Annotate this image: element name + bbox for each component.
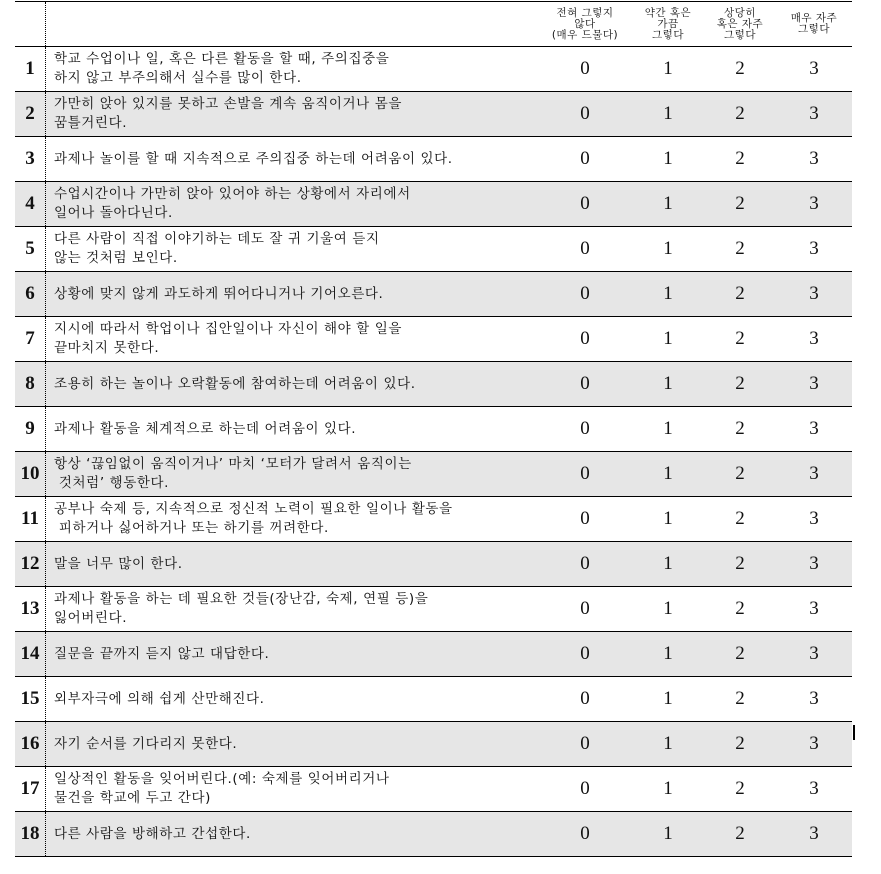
- score-option-3[interactable]: 3: [776, 137, 852, 182]
- item-number: 16: [15, 722, 46, 767]
- header-text: 가끔: [657, 17, 679, 30]
- score-option-2[interactable]: 2: [704, 542, 776, 587]
- score-option-0[interactable]: 0: [538, 497, 632, 542]
- score-option-1[interactable]: 1: [632, 722, 704, 767]
- score-option-3[interactable]: 3: [776, 92, 852, 137]
- item-number: 8: [15, 362, 46, 407]
- score-option-0[interactable]: 0: [538, 182, 632, 227]
- score-option-0[interactable]: 0: [538, 317, 632, 362]
- header-text: 상당히: [724, 6, 756, 19]
- item-text: [46, 47, 539, 92]
- header-text: 매우 자주: [790, 12, 838, 24]
- table-row: [15, 812, 852, 857]
- score-option-3[interactable]: 3: [776, 812, 852, 857]
- score-option-2[interactable]: 2: [704, 632, 776, 677]
- item-text-line: 가만히 앉아 있지를 못하고 손발을 계속 움직이거나 몸을: [54, 96, 402, 112]
- score-option-3[interactable]: 3: [776, 767, 852, 812]
- header-num-cell: [15, 2, 46, 47]
- header-text: 약간 혹은: [644, 6, 692, 19]
- item-number: 2: [15, 92, 46, 137]
- item-text: [46, 452, 539, 497]
- score-option-1[interactable]: 1: [632, 632, 704, 677]
- item-text: [46, 542, 539, 587]
- score-option-2[interactable]: 2: [704, 182, 776, 227]
- score-option-2[interactable]: 2: [704, 317, 776, 362]
- table-row: [15, 47, 852, 92]
- item-text-line: 조용히 하는 놀이나 오락활동에 참여하는데 어려움이 있다.: [54, 375, 416, 392]
- header-text: (매우 드물다): [551, 28, 619, 41]
- header-item-cell: [46, 2, 539, 47]
- score-option-3[interactable]: 3: [776, 47, 852, 92]
- score-option-0[interactable]: 0: [538, 137, 632, 182]
- table-row: [15, 767, 852, 812]
- score-option-1[interactable]: 1: [632, 272, 704, 317]
- table-row: [15, 317, 852, 362]
- item-text: [46, 812, 539, 857]
- score-option-3[interactable]: 3: [776, 272, 852, 317]
- score-option-3[interactable]: 3: [776, 497, 852, 542]
- item-text: [46, 227, 539, 272]
- score-option-1[interactable]: 1: [632, 587, 704, 632]
- header-sometimes: [632, 2, 704, 47]
- header-text: 그렇다: [798, 23, 830, 35]
- table-row: [15, 137, 852, 182]
- score-option-0[interactable]: 0: [538, 47, 632, 92]
- item-text-line: 말을 너무 많이 한다.: [54, 555, 183, 572]
- score-option-2[interactable]: 2: [704, 272, 776, 317]
- score-option-1[interactable]: 1: [632, 452, 704, 497]
- score-option-1[interactable]: 1: [632, 137, 704, 182]
- table-row: [15, 407, 852, 452]
- item-number: 3: [15, 137, 46, 182]
- item-text: [46, 182, 539, 227]
- item-text: [46, 92, 539, 137]
- score-option-3[interactable]: 3: [776, 632, 852, 677]
- item-text: [46, 677, 539, 722]
- item-number: 14: [15, 632, 46, 677]
- table-row: [15, 542, 852, 587]
- score-option-2[interactable]: 2: [704, 452, 776, 497]
- table-row: [15, 272, 852, 317]
- item-text: [46, 137, 539, 182]
- item-text-line: 외부자극에 의해 쉽게 산만해진다.: [54, 690, 265, 707]
- score-option-1[interactable]: 1: [632, 767, 704, 812]
- table-row: [15, 182, 852, 227]
- score-option-0[interactable]: 0: [538, 587, 632, 632]
- score-option-0[interactable]: 0: [538, 632, 632, 677]
- item-number: 5: [15, 227, 46, 272]
- score-option-2[interactable]: 2: [704, 497, 776, 542]
- item-text: [46, 767, 539, 812]
- item-number: 4: [15, 182, 46, 227]
- score-option-0[interactable]: 0: [538, 272, 632, 317]
- item-text-line: 피하거나 싫어하거나 또는 하기를 꺼려한다.: [54, 520, 329, 536]
- item-text-line: 다른 사람을 방해하고 간섭한다.: [54, 825, 251, 842]
- score-option-0[interactable]: 0: [538, 92, 632, 137]
- item-text-line: 끝마치지 못한다.: [54, 340, 160, 356]
- item-text: [46, 407, 539, 452]
- item-text: [46, 722, 539, 767]
- header-text: 않다: [574, 17, 596, 30]
- score-option-2[interactable]: 2: [704, 587, 776, 632]
- item-text-line: 과제나 활동을 체계적으로 하는데 어려움이 있다.: [54, 420, 357, 437]
- score-option-3[interactable]: 3: [776, 182, 852, 227]
- score-option-2[interactable]: 2: [704, 407, 776, 452]
- score-option-3[interactable]: 3: [776, 407, 852, 452]
- table-row: [15, 722, 852, 767]
- score-option-2[interactable]: 2: [704, 677, 776, 722]
- item-text-line: 잃어버린다.: [54, 610, 128, 626]
- item-text: [46, 272, 539, 317]
- item-text: [46, 497, 539, 542]
- header-text: 혹은 자주: [716, 17, 764, 30]
- score-option-0[interactable]: 0: [538, 677, 632, 722]
- item-number: 7: [15, 317, 46, 362]
- text-cursor: [853, 725, 855, 740]
- table-row: [15, 227, 852, 272]
- table-row: [15, 632, 852, 677]
- item-number: 13: [15, 587, 46, 632]
- header-very-often: [776, 2, 852, 47]
- score-option-2[interactable]: 2: [704, 137, 776, 182]
- item-text-line: 하지 않고 부주의해서 실수를 많이 한다.: [54, 70, 302, 86]
- questionnaire-table: [15, 1, 852, 857]
- item-text-line: 수업시간이나 가만히 앉아 있어야 하는 상황에서 자리에서: [54, 186, 411, 202]
- table-row: [15, 497, 852, 542]
- item-text: [46, 317, 539, 362]
- item-text-line: 않는 것처럼 보인다.: [54, 250, 178, 266]
- score-option-1[interactable]: 1: [632, 47, 704, 92]
- score-option-0[interactable]: 0: [538, 452, 632, 497]
- score-option-0[interactable]: 0: [538, 767, 632, 812]
- score-option-2[interactable]: 2: [704, 227, 776, 272]
- item-text-line: 과제나 놀이를 할 때 지속적으로 주의집중 하는데 어려움이 있다.: [54, 150, 453, 167]
- score-option-1[interactable]: 1: [632, 677, 704, 722]
- item-text-line: 과제나 활동을 하는 데 필요한 것들(장난감, 숙제, 연필 등)을: [54, 591, 429, 607]
- item-text-line: 학교 수업이나 일, 혹은 다른 활동을 할 때, 주의집중을: [54, 51, 390, 67]
- item-text-line: 다른 사람이 직접 이야기하는 데도 잘 귀 기울여 듣지: [54, 231, 380, 247]
- score-option-1[interactable]: 1: [632, 182, 704, 227]
- score-option-0[interactable]: 0: [538, 407, 632, 452]
- item-text: [46, 362, 539, 407]
- score-option-1[interactable]: 1: [632, 227, 704, 272]
- header-row: [15, 2, 852, 47]
- item-number: 6: [15, 272, 46, 317]
- item-text-line: 공부나 숙제 등, 지속적으로 정신적 노력이 필요한 일이나 활동을: [54, 501, 453, 517]
- item-number: 12: [15, 542, 46, 587]
- item-number: 9: [15, 407, 46, 452]
- header-never: [538, 2, 632, 47]
- score-option-3[interactable]: 3: [776, 317, 852, 362]
- item-number: 17: [15, 767, 46, 812]
- item-text-line: 일어나 돌아다닌다.: [54, 205, 173, 221]
- table-row: [15, 362, 852, 407]
- score-option-3[interactable]: 3: [776, 587, 852, 632]
- score-option-3[interactable]: 3: [776, 542, 852, 587]
- item-text: [46, 632, 539, 677]
- item-number: 1: [15, 47, 46, 92]
- table-row: [15, 677, 852, 722]
- table-row: [15, 92, 852, 137]
- score-option-0[interactable]: 0: [538, 722, 632, 767]
- score-option-1[interactable]: 1: [632, 362, 704, 407]
- score-option-1[interactable]: 1: [632, 812, 704, 857]
- item-text-line: 질문을 끝까지 듣지 않고 대답한다.: [54, 645, 270, 662]
- item-text-line: 상황에 맞지 않게 과도하게 뛰어다니거나 기어오른다.: [54, 285, 384, 302]
- header-text: 그렇다: [652, 28, 684, 41]
- item-text-line: 물건을 학교에 두고 간다): [54, 790, 211, 806]
- header-text: 그렇다: [724, 28, 756, 41]
- score-option-1[interactable]: 1: [632, 497, 704, 542]
- score-option-0[interactable]: 0: [538, 812, 632, 857]
- score-option-0[interactable]: 0: [538, 362, 632, 407]
- item-text-line: 일상적인 활동을 잊어버린다.(예: 숙제를 잊어버리거나: [54, 771, 390, 787]
- table-row: [15, 452, 852, 497]
- score-option-2[interactable]: 2: [704, 92, 776, 137]
- score-option-1[interactable]: 1: [632, 407, 704, 452]
- score-option-2[interactable]: 2: [704, 47, 776, 92]
- score-option-0[interactable]: 0: [538, 227, 632, 272]
- table-row: [15, 587, 852, 632]
- item-number: 11: [15, 497, 46, 542]
- score-option-0[interactable]: 0: [538, 542, 632, 587]
- header-text: 전혀 그렇지: [556, 6, 614, 19]
- item-text: [46, 587, 539, 632]
- item-text-line: 꿈틀거린다.: [54, 115, 128, 131]
- item-text-line: 것처럼’ 행동한다.: [54, 475, 170, 491]
- item-number: 10: [15, 452, 46, 497]
- item-number: 18: [15, 812, 46, 857]
- score-option-2[interactable]: 2: [704, 812, 776, 857]
- score-option-1[interactable]: 1: [632, 92, 704, 137]
- score-option-3[interactable]: 3: [776, 677, 852, 722]
- score-option-3[interactable]: 3: [776, 362, 852, 407]
- score-option-3[interactable]: 3: [776, 722, 852, 767]
- item-text-line: 지시에 따라서 학업이나 집안일이나 자신이 해야 할 일을: [54, 321, 402, 337]
- score-option-1[interactable]: 1: [632, 542, 704, 587]
- score-option-3[interactable]: 3: [776, 227, 852, 272]
- header-often: [704, 2, 776, 47]
- score-option-2[interactable]: 2: [704, 362, 776, 407]
- item-number: 15: [15, 677, 46, 722]
- score-option-2[interactable]: 2: [704, 767, 776, 812]
- score-option-2[interactable]: 2: [704, 722, 776, 767]
- item-text-line: 자기 순서를 기다리지 못한다.: [54, 735, 238, 752]
- item-text-line: 항상 ‘끊임없이 움직이거나’ 마치 ‘모터가 달려서 움직이는: [54, 456, 412, 472]
- score-option-3[interactable]: 3: [776, 452, 852, 497]
- score-option-1[interactable]: 1: [632, 317, 704, 362]
